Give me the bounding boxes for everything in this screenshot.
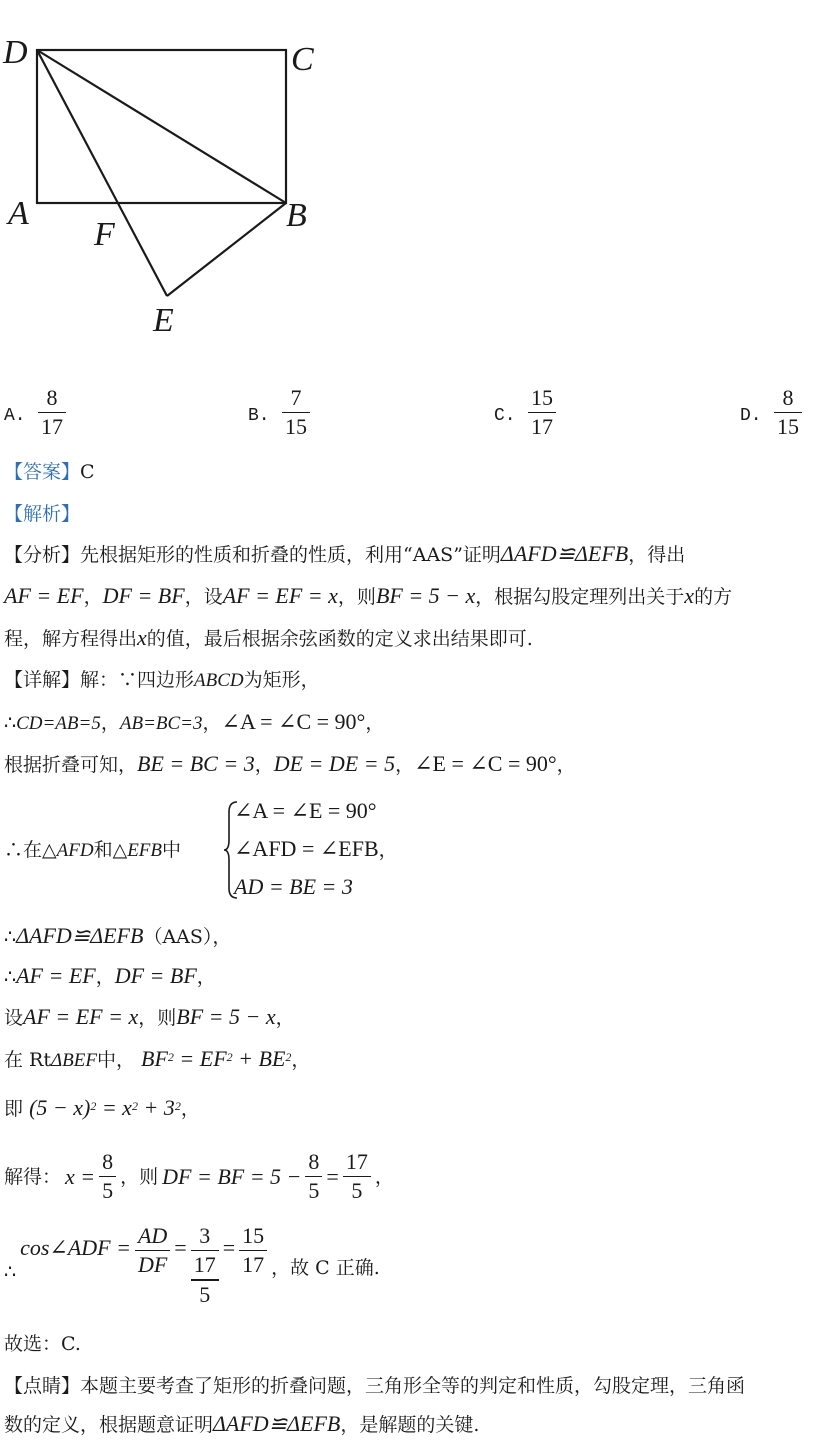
option-b-label: B. [248, 406, 270, 426]
fenxi-line-1: 【分析】先根据矩形的性质和折叠的性质，利用“AAS”证明ΔAFD≌ΔEFB，得出 [4, 541, 686, 566]
final-choice: 故选：C. [4, 1333, 81, 1355]
option-c-fraction: 15 17 [528, 384, 556, 441]
xiangjie-line-11: ∴ cos∠ADF = $\frac{AD}{DF}$ = $\frac{3}{\frac{17}{5}}$ = $\frac{15}{17}$ ，故 C 正确. [4, 1223, 380, 1307]
xiangjie-line-9: 即 $(5 - x)^2 = x^2 + 3^2$， [4, 1095, 200, 1120]
label-d: D [3, 34, 28, 71]
xiangjie-line-5: ∴ΔAFD≌ΔEFB（AAS）， [4, 923, 232, 948]
segment-de [37, 50, 167, 296]
fraction-15-17: $\frac{15}{17}$ [239, 1222, 267, 1279]
option-d-label: D. [740, 406, 762, 426]
fraction-8-5-a: $\frac{8}{5}$ [99, 1148, 116, 1205]
fraction-complex: $\frac{3}{\frac{17}{5}}$ [191, 1222, 219, 1309]
answer-line [4, 460, 95, 484]
segment-eb [167, 203, 286, 296]
system-eq-1: ∠A = ∠E = 90° [234, 798, 377, 823]
option-d-fraction: 8 15 [774, 384, 802, 441]
option-a-fraction: 8 17 [38, 384, 66, 441]
fraction-ad-df: $\frac{AD}{DF}$ [135, 1222, 170, 1279]
option-b-fraction: 7 15 [282, 384, 310, 441]
answer-tag: 【答案】 [4, 461, 81, 483]
label-b: B [286, 197, 307, 234]
analysis-tag: 【解析】 [4, 503, 81, 525]
xiangjie-line-3: 根据折叠可知，BE = BC = 3，DE = DE = 5，∠E = ∠C = 90°， [4, 751, 576, 776]
xiangjie-line-6: ∴AF = EF，DF = BF， [4, 963, 216, 988]
system-prefix: ∴在△AFD和△EFB中 [4, 839, 182, 861]
answer-value: C [80, 461, 95, 483]
label-c: C [291, 41, 314, 78]
xiangjie-line-2: ∴CD=AB=5，AB=BC=3，∠A = ∠C = 90°， [4, 709, 385, 734]
fenxi-line-2: AF = EF，DF = BF，设AF = EF = x，则BF = 5 − x，根据勾股定理列出关于x的方 [4, 583, 733, 608]
geometry-figure [0, 0, 840, 360]
xiangjie-line-1: 【详解】解：∵四边形ABCD为矩形， [4, 669, 320, 691]
xiangjie-line-8: 在 RtΔBEF中， $BF^2 = EF^2 + BE^2$， [4, 1046, 311, 1071]
xiangjie-line-7: 设AF = EF = x，则BF = 5 − x， [4, 1004, 295, 1029]
dianjing-line-2: 数的定义，根据题意证明ΔAFD≌ΔEFB，是解题的关键. [4, 1411, 480, 1436]
fenxi-line-3: 程，解方程得出x的值，最后根据余弦函数的定义求出结果即可. [4, 625, 533, 650]
system-eq-3: AD = BE = 3 [234, 874, 353, 899]
fraction-17-5: $\frac{17}{5}$ [343, 1148, 371, 1205]
fraction-8-5-b: $\frac{8}{5}$ [305, 1148, 322, 1205]
label-a: A [8, 195, 29, 232]
label-f: F [94, 216, 115, 253]
system-eq-2: ∠AFD = ∠EFB， [234, 836, 398, 861]
dianjing-line-1: 【点睛】本题主要考查了矩形的折叠问题，三角形全等的判定和性质，勾股定理，三角函 [4, 1375, 746, 1397]
diagonal-db [37, 50, 286, 203]
xiangjie-line-10: 解得： x = $\frac{8}{5}$ ，则 DF = BF = 5 − $\frac{8}{5}$ = $\frac{17}{5}$ ， [4, 1149, 394, 1204]
option-a-label: A. [4, 406, 26, 426]
option-c-label: C. [494, 406, 516, 426]
label-e: E [153, 302, 174, 339]
